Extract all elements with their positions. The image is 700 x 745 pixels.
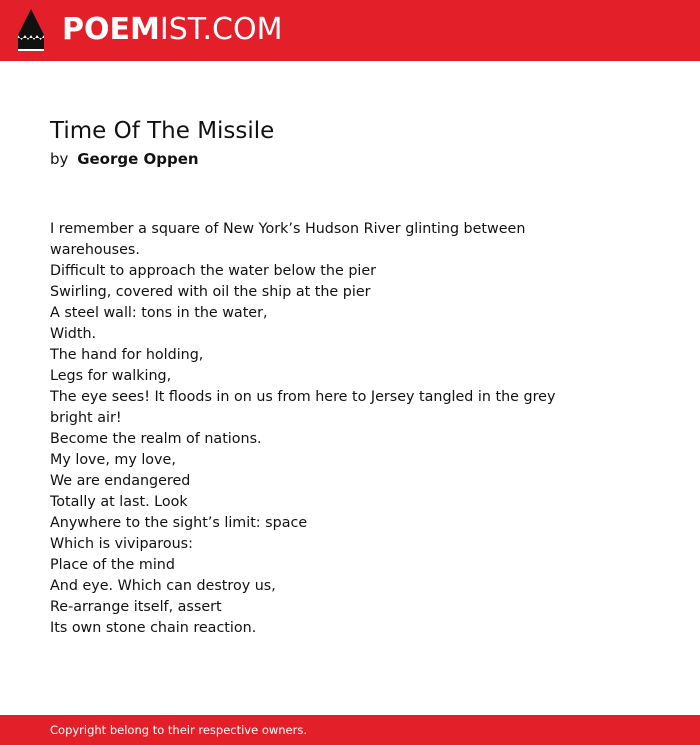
poem-line: Width. bbox=[50, 326, 97, 342]
poem-line: Re-arrange itself, assert bbox=[50, 599, 222, 615]
by-label: by bbox=[50, 150, 69, 168]
poem-line: We are endangered bbox=[50, 473, 191, 489]
logo-text-light: IST.COM bbox=[159, 12, 283, 47]
poem-line: Legs for walking, bbox=[50, 368, 172, 384]
poem-line: bright air! bbox=[50, 410, 122, 426]
poem-line: And eye. Which can destroy us, bbox=[50, 578, 276, 594]
poem-byline bbox=[50, 148, 199, 170]
poem-line: The hand for holding, bbox=[50, 347, 204, 363]
site-logo[interactable] bbox=[62, 12, 282, 48]
poem-title: Time Of The Missile bbox=[50, 118, 275, 144]
poem-line: Difficult to approach the water below the pier bbox=[50, 263, 377, 279]
site-footer bbox=[0, 715, 700, 745]
poem-body bbox=[50, 219, 556, 639]
poem-line: A steel wall: tons in the water, bbox=[50, 305, 268, 321]
poem-line: The eye sees! It floods in on us from here to Jersey tangled in the grey bbox=[50, 389, 556, 405]
poem-line: My love, my love, bbox=[50, 452, 176, 468]
pencil-tip-icon[interactable] bbox=[17, 9, 45, 51]
poem-line: Become the realm of nations. bbox=[50, 431, 262, 447]
poem-line: Place of the mind bbox=[50, 557, 175, 573]
site-header bbox=[0, 0, 700, 61]
poem-line: Swirling, covered with oil the ship at the pier bbox=[50, 284, 371, 300]
poem-line: warehouses. bbox=[50, 242, 140, 258]
poem-line: Anywhere to the sight’s limit: space bbox=[50, 515, 308, 531]
copyright-notice: Copyright belong to their respective owners. bbox=[50, 723, 308, 737]
poem-line: Totally at last. Look bbox=[50, 494, 188, 510]
logo-text-bold: POEM bbox=[62, 12, 160, 47]
poem-line: Which is viviparous: bbox=[50, 536, 193, 552]
poem-line: I remember a square of New York’s Hudson River glinting between bbox=[50, 221, 526, 237]
poem-line: Its own stone chain reaction. bbox=[50, 620, 257, 636]
poem-author: George Oppen bbox=[77, 150, 199, 168]
